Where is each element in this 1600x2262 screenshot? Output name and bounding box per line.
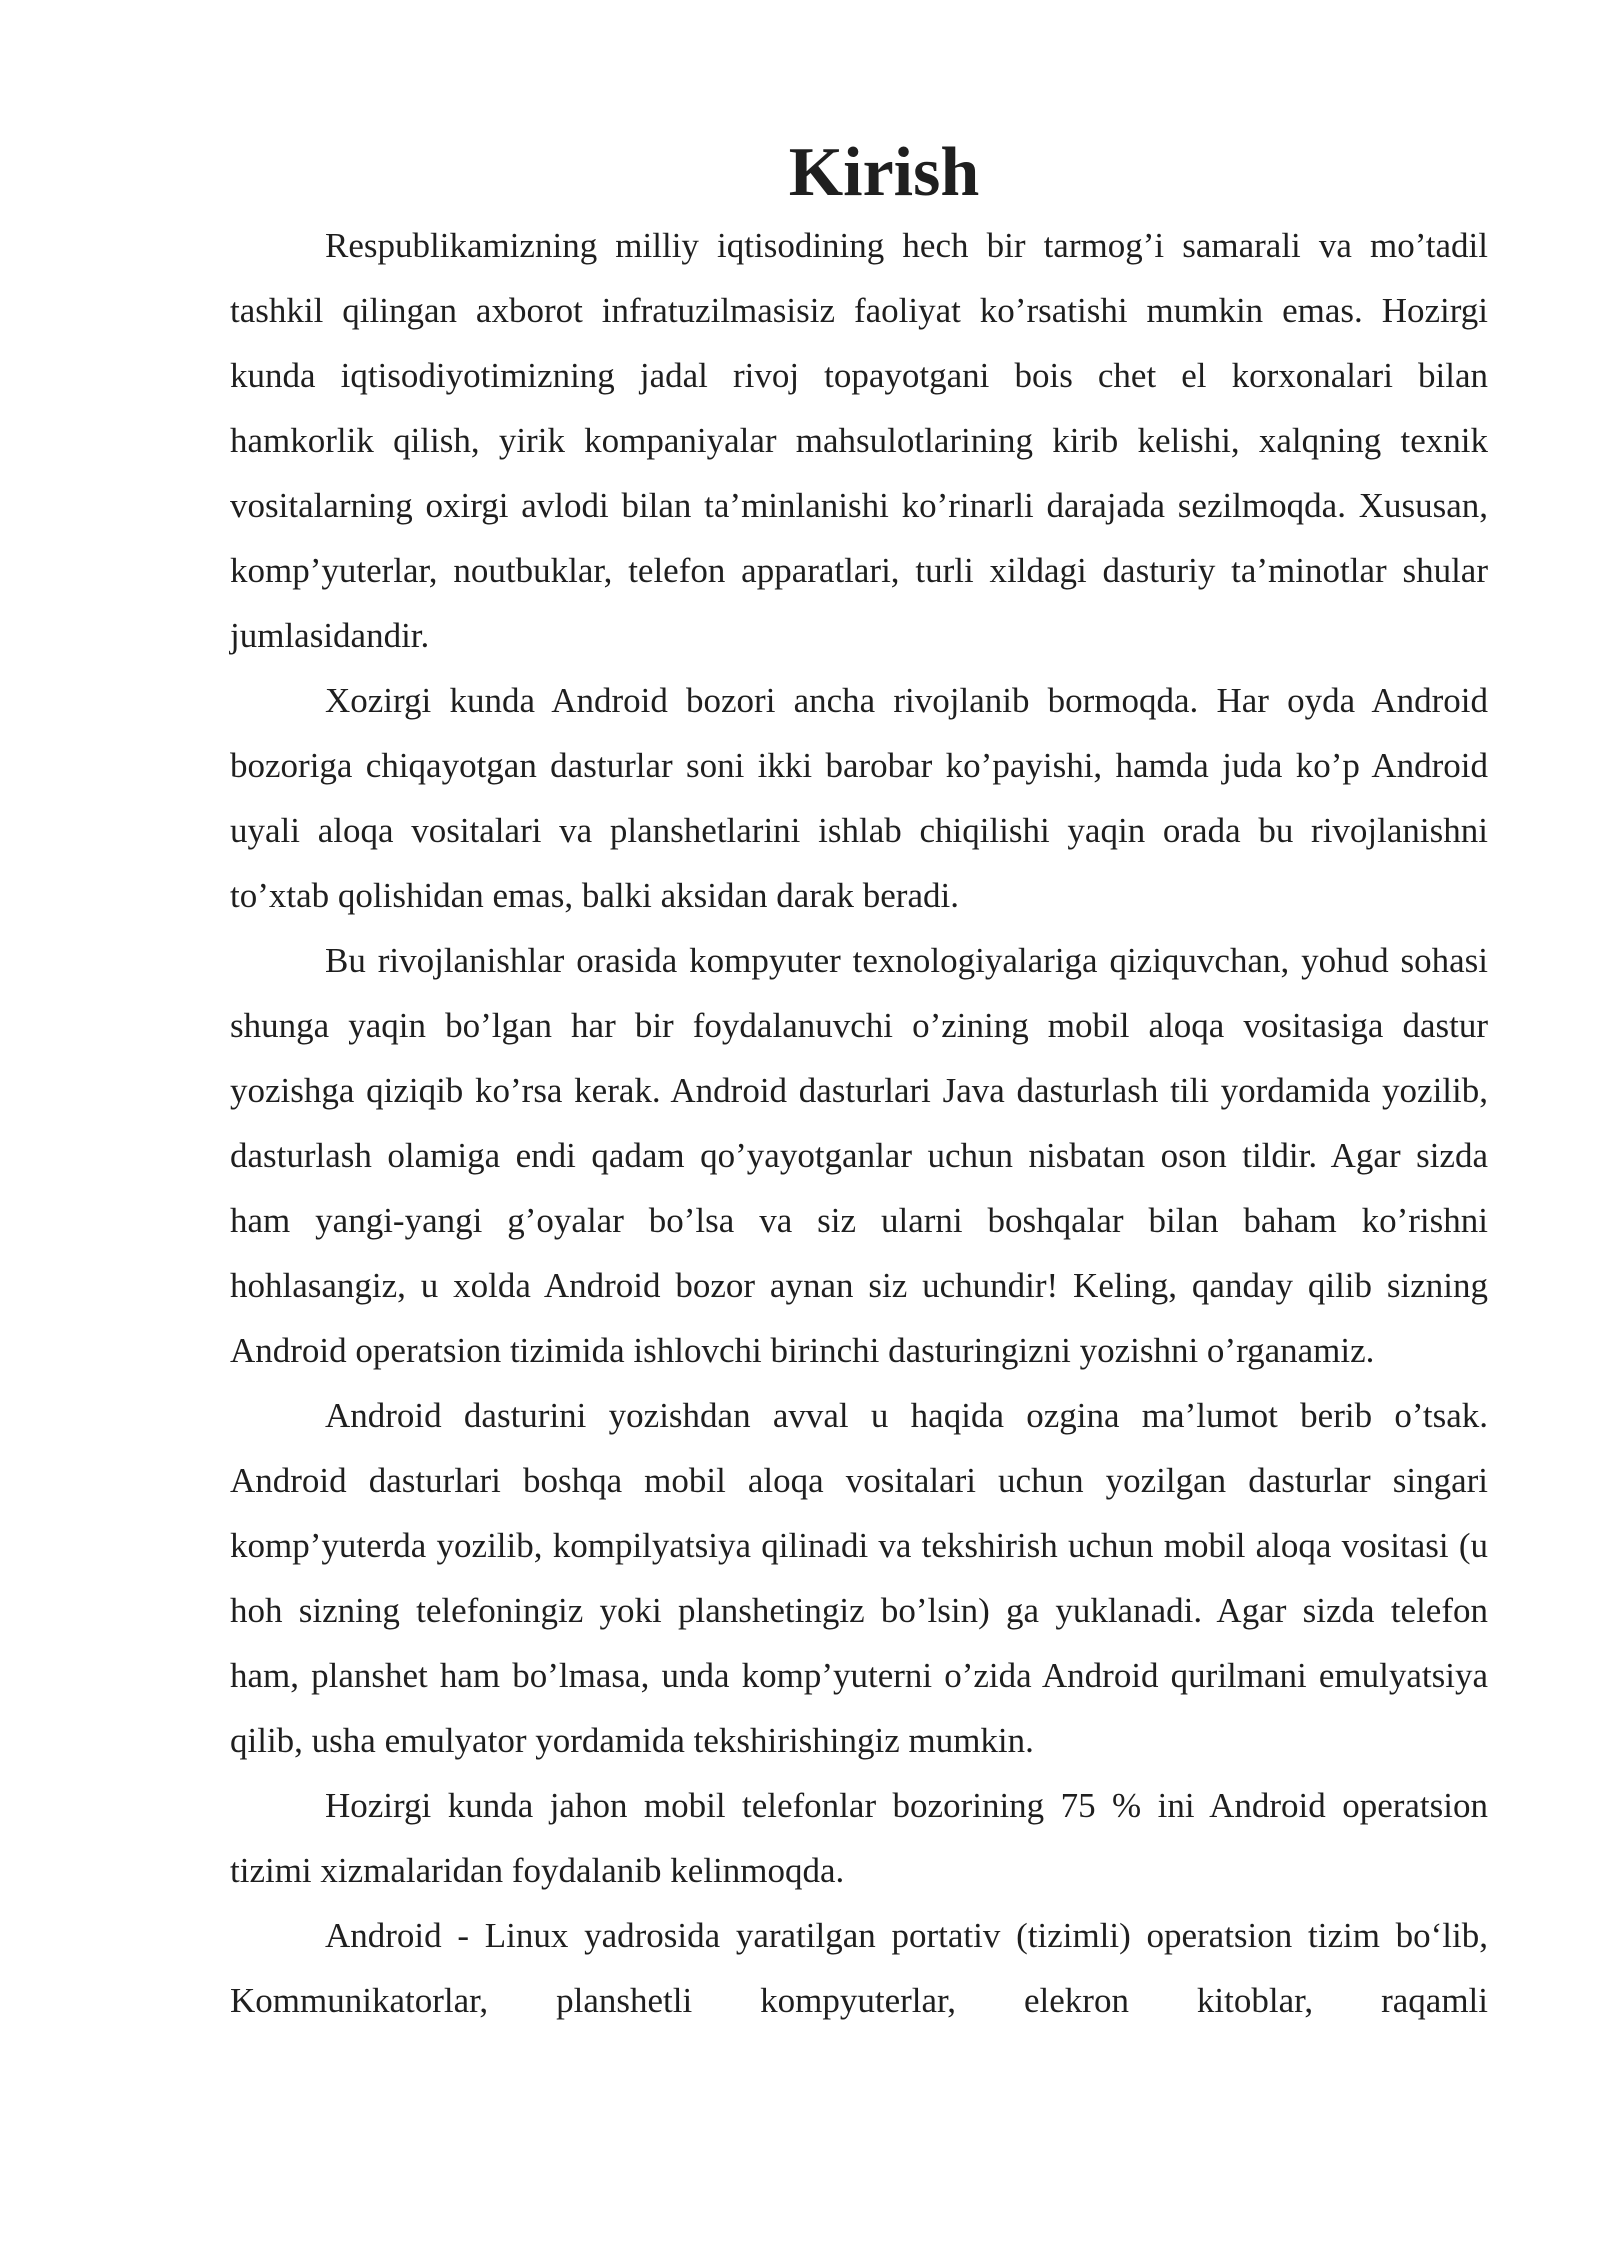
paragraph-1: Respublikamizning milliy iqtisodining hech bir tarmog’i samarali va mo’tadil tashkil qilingan axborot infratuzilmasisiz faoliyat ko’rsatishi mumkin emas. Hozirgi kunda iqtisodiyotimizning jadal rivoj topayotgani bois chet el korxonalari bilan hamkorlik qilish, yirik kompaniyalar mahsulotlarining kirib kelishi, xalqning texnik vositalarning oxirgi avlodi bilan ta’minlanishi ko’rinarli darajada sezilmoqda. Xususan, komp’yuterlar, noutbuklar, telefon apparatlari, turli xildagi dasturiy ta’minotlar shular jumlasidandir.: [230, 226, 1488, 655]
paragraph-3: Bu rivojlanishlar orasida kompyuter texnologiyalariga qiziquvchan, yohud sohasi shunga yaqin bo’lgan har bir foydalanuvchi o’zining mobil aloqa vositasiga dastur yozishga qiziqib ko’rsa kerak. Android dasturlari Java dasturlash tili yordamida yozilib, dasturlash olamiga endi qadam qo’yayotganlar uchun nisbatan oson tildir. Agar sizda ham yangi-yangi g’oyalar bo’lsa va siz ularni boshqalar bilan baham ko’rishni hohlasangiz, u xolda Android bozor aynan siz uchundir! Keling, qanday qilib sizning Android operatsion tizimida ishlovchi birinchi dasturingizni yozishni o’rganamiz.: [230, 941, 1488, 1370]
paragraph-2: Xozirgi kunda Android bozori ancha rivojlanib bormoqda. Har oyda Android bozoriga chiqayotgan dasturlar soni ikki barobar ko’payishi, hamda juda ko’p Android uyali aloqa vositalari va planshetlarini ishlab chiqilishi yaqin orada bu rivojlanishni to’xtab qolishidan emas, balki aksidan darak beradi.: [230, 681, 1488, 915]
document-title: Kirish: [788, 134, 980, 211]
document-body: [230, 134, 1488, 2033]
paragraph-5: Hozirgi kunda jahon mobil telefonlar bozorining 75 % ini Android operatsion tizimi xizmalaridan foydalanib kelinmoqda.: [230, 1786, 1488, 1890]
paragraph-4: Android dasturini yozishdan avval u haqida ozgina ma’lumot berib o’tsak. Android dasturlari boshqa mobil aloqa vositalari uchun yozilgan dasturlar singari komp’yuterda yozilib, kompilyatsiya qilinadi va tekshirish uchun mobil aloqa vositasi (u hoh sizning telefoningiz yoki planshetingiz bo’lsin) ga yuklanadi. Agar sizda telefon ham, planshet ham bo’lmasa, unda komp’yuterni o’zida Android qurilmani emulyatsiya qilib, usha emulyator yordamida tekshirishingiz mumkin.: [230, 1396, 1488, 1760]
paragraph-6: Android - Linux yadrosida yaratilgan portativ (tizimli) operatsion tizim bo‘lib, Kommunikatorlar, planshetli kompyuterlar, elekron kitoblar, raqamli: [230, 1916, 1488, 2020]
